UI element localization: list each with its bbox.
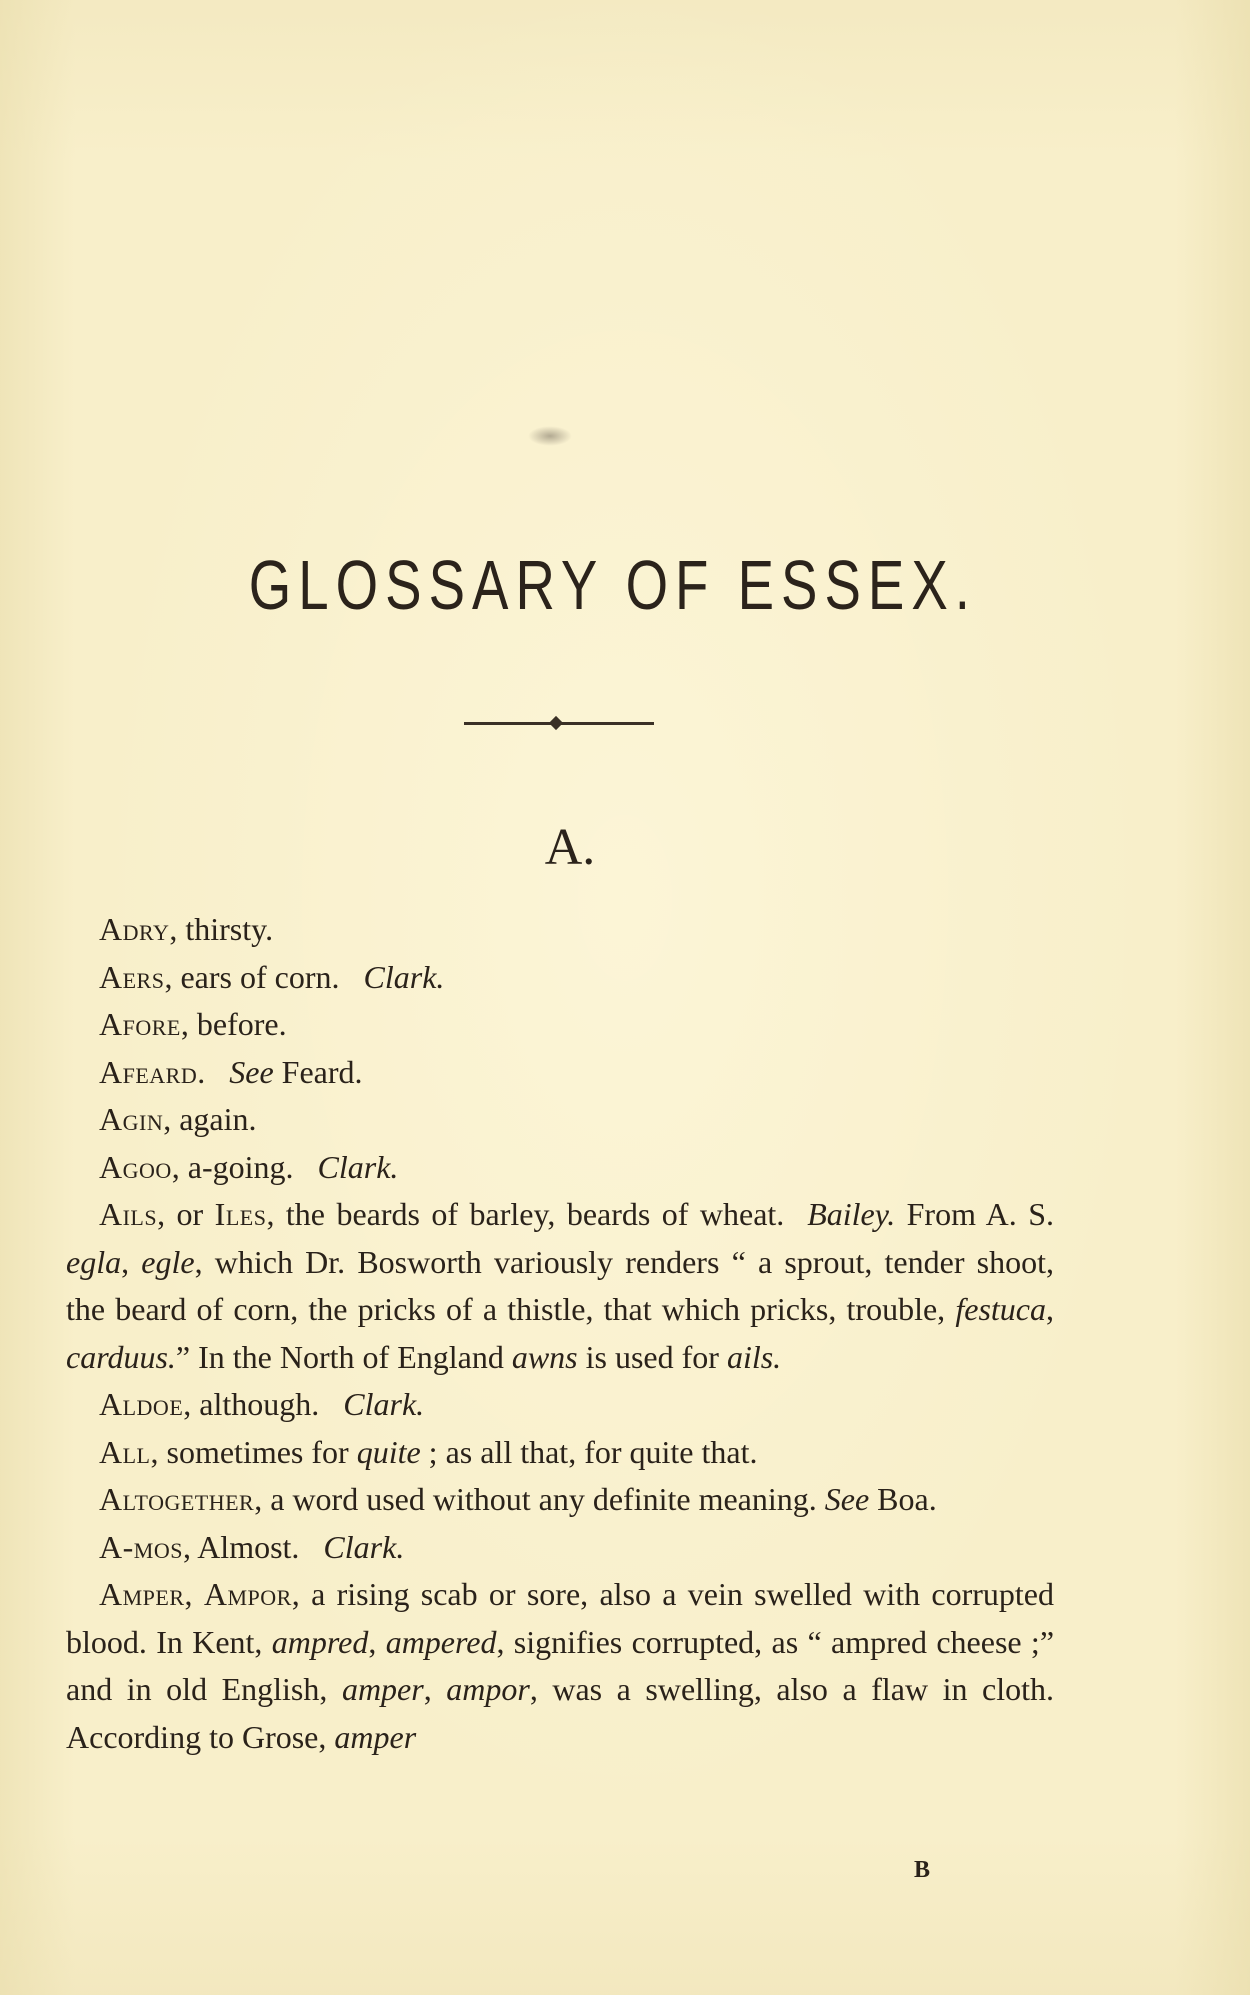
entry-agin	[66, 1096, 1054, 1144]
old-english-term: ampor	[446, 1671, 530, 1707]
headword: Ails	[99, 1196, 158, 1232]
cross-reference: Feard.	[281, 1053, 363, 1090]
definition: is used for	[577, 1338, 727, 1375]
dialect-term: ampred	[271, 1623, 369, 1660]
definition: , thirsty.	[169, 911, 274, 947]
punctuation: ,	[423, 1671, 447, 1707]
see-reference-label: See	[824, 1481, 870, 1517]
definition: , ears of corn.	[164, 958, 340, 995]
headword: All	[99, 1433, 151, 1470]
latin-term: festuca	[955, 1291, 1046, 1327]
definition: , although.	[183, 1386, 320, 1422]
entry-afeard	[66, 1049, 1054, 1097]
definition: From A. S.	[895, 1196, 1055, 1232]
glossary-entries	[66, 906, 1054, 1761]
definition: ; as all that, for quite that.	[420, 1433, 758, 1470]
definition: , Almost.	[182, 1528, 300, 1565]
source-citation: Bailey.	[807, 1196, 896, 1232]
entry-aers	[66, 954, 1054, 1002]
etymon: egla	[66, 1243, 122, 1280]
definition: .	[197, 1053, 206, 1090]
dialect-term: amper	[334, 1718, 417, 1755]
entry-all	[66, 1429, 1054, 1477]
definition: , again.	[163, 1101, 257, 1137]
definition: , a-going.	[171, 1148, 294, 1185]
source-citation: Clark.	[343, 1386, 425, 1422]
latin-term: carduus.	[66, 1338, 176, 1375]
signature-mark: B	[914, 1857, 931, 1883]
entry-agoo	[66, 1144, 1054, 1192]
headword-variant: Ampor	[203, 1576, 292, 1612]
etymon: egle	[141, 1243, 195, 1280]
definition: ” In the North of England	[175, 1338, 512, 1375]
cross-reference: Boa.	[869, 1481, 937, 1517]
headword: Amper	[99, 1576, 185, 1612]
entry-altogether	[66, 1476, 1054, 1524]
dialect-term: ails.	[726, 1338, 782, 1375]
entry-aldoe	[66, 1381, 1054, 1429]
punctuation: ,	[1046, 1291, 1054, 1327]
headword: Afore	[99, 1006, 181, 1042]
entry-a-mos	[66, 1524, 1054, 1572]
headword: Agin	[99, 1101, 164, 1137]
definition: , was a swelling, also a flaw in cloth. According to Grose,	[66, 1671, 1055, 1755]
headword: Adry	[99, 911, 170, 947]
ink-smudge	[528, 426, 572, 446]
page-title: GLOSSARY OF ESSEX.	[248, 546, 978, 624]
ornamental-rule-diamond	[549, 716, 563, 730]
emphasis: quite	[356, 1433, 421, 1470]
source-citation: Clark.	[363, 958, 445, 995]
entry-afore	[66, 1001, 1054, 1049]
headword-variant: Iles	[214, 1196, 267, 1232]
headword: Aldoe	[99, 1386, 184, 1422]
entry-adry	[66, 906, 1054, 954]
punctuation: ,	[121, 1243, 142, 1280]
definition: , a rising scab or sore, also a vein swelled with corrupted blood. In Kent,	[66, 1576, 1055, 1660]
headword: A-mos	[99, 1528, 183, 1565]
headword: Agoo	[99, 1148, 172, 1185]
old-english-term: amper	[341, 1671, 424, 1707]
punctuation: ,	[184, 1576, 204, 1612]
definition: , before.	[180, 1006, 287, 1042]
source-citation: Clark.	[323, 1528, 405, 1565]
definition: , which Dr. Bosworth variously renders “ a sprout, tender shoot, the beard of corn, the pricks of a thistle, that which pricks, trouble,	[66, 1243, 1055, 1327]
section-letter: A.	[544, 819, 596, 876]
dialect-term: awns	[511, 1338, 578, 1375]
see-reference-label: See	[229, 1053, 274, 1090]
definition: , signifies corrupted, as “ ampred cheese ;” and in old English,	[66, 1623, 1055, 1707]
headword: Altogether	[99, 1481, 255, 1517]
definition: , the beards of barley, beards of wheat.	[266, 1196, 785, 1232]
headword: Afeard	[99, 1053, 198, 1090]
definition: , a word used without any definite meaning.	[254, 1481, 825, 1517]
punctuation: ,	[368, 1623, 386, 1660]
definition: , or	[157, 1196, 215, 1232]
source-citation: Clark.	[317, 1148, 399, 1185]
entry-ails	[66, 1191, 1054, 1381]
headword: Aers	[99, 958, 165, 995]
entry-amper	[66, 1571, 1054, 1761]
definition: , sometimes for	[150, 1433, 357, 1470]
dialect-term: ampered	[385, 1623, 497, 1660]
